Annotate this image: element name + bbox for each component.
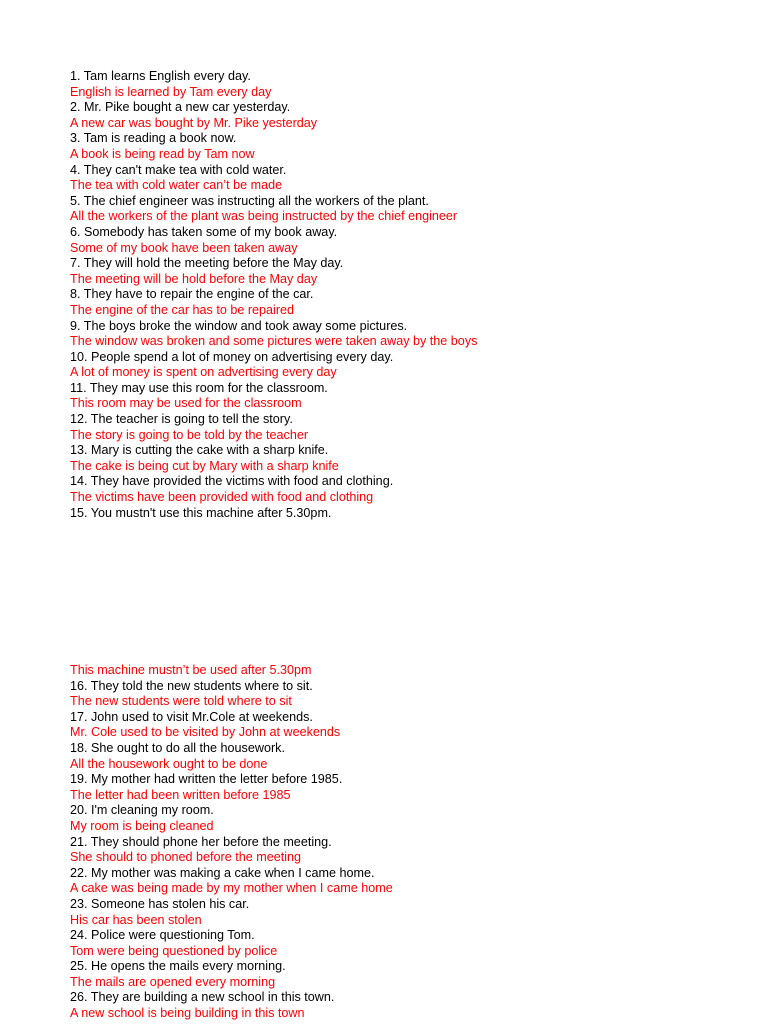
question-sentence: 2. Mr. Pike bought a new car yesterday.: [70, 100, 291, 115]
question-sentence: 18. She ought to do all the housework.: [70, 740, 285, 755]
passive-answer: The meeting will be hold before the May day: [70, 271, 318, 286]
passive-answer: All the housework ought to be done: [70, 756, 268, 771]
passive-answer: A new car was bought by Mr. Pike yesterday: [70, 115, 318, 130]
question-sentence: 17. John used to visit Mr.Cole at weekends.: [70, 709, 313, 724]
question-sentence: 24. Police were questioning Tom.: [70, 928, 255, 943]
question-sentence: 8. They have to repair the engine of the car.: [70, 287, 314, 302]
question-sentence: 6. Somebody has taken some of my book away.: [70, 224, 338, 239]
passive-answer: English is learned by Tam every day: [70, 84, 272, 99]
passive-answer: The engine of the car has to be repaired: [70, 302, 295, 317]
passive-answer: She should to phoned before the meeting: [70, 850, 302, 865]
question-sentence: 15. You mustn't use this machine after 5.30pm.: [70, 505, 332, 520]
passive-answer: The mails are opened every morning: [70, 974, 276, 989]
question-sentence: 9. The boys broke the window and took away some pictures.: [70, 318, 408, 333]
question-sentence: 12. The teacher is going to tell the story.: [70, 412, 293, 427]
passive-answer: This machine mustn’t be used after 5.30pm: [70, 663, 312, 677]
question-sentence: 13. Mary is cutting the cake with a sharp knife.: [70, 443, 329, 458]
exercise-block-page-2: [70, 663, 750, 1022]
passive-answer: Mr. Cole used to be visited by John at weekends: [70, 725, 341, 740]
question-sentence: 21. They should phone her before the meeting.: [70, 834, 332, 849]
passive-answer: All the workers of the plant was being instructed by the chief engineer: [70, 209, 458, 224]
question-sentence: 16. They told the new students where to sit.: [70, 678, 313, 693]
question-sentence: 26. They are building a new school in this town.: [70, 990, 335, 1005]
passive-answer: The letter had been written before 1985: [70, 787, 291, 802]
question-sentence: 19. My mother had written the letter before 1985.: [70, 772, 343, 787]
question-sentence: 11. They may use this room for the classroom.: [70, 380, 328, 395]
passive-answer: The window was broken and some pictures were taken away by the boys: [70, 334, 478, 349]
passive-answer: Tom were being questioned by police: [70, 943, 278, 958]
passive-answer: His car has been stolen: [70, 912, 202, 927]
question-sentence: 14. They have provided the victims with food and clothing.: [70, 474, 394, 489]
passive-answer: This room may be used for the classroom: [70, 396, 302, 411]
question-sentence: 20. I'm cleaning my room.: [70, 803, 214, 818]
passive-answer: The tea with cold water can’t be made: [70, 178, 283, 193]
passive-answer: A cake was being made by my mother when I came home: [70, 881, 393, 896]
passive-answer: The victims have been provided with food and clothing: [70, 490, 374, 505]
passive-answer: Some of my book have been taken away: [70, 240, 298, 255]
question-sentence: 1. Tam learns English every day.: [70, 69, 251, 83]
passive-answer: A lot of money is spent on advertising every day: [70, 365, 337, 380]
question-sentence: 10. People spend a lot of money on advertising every day.: [70, 349, 394, 364]
passive-answer: A new school is being building in this town: [70, 1006, 305, 1021]
question-sentence: 25. He opens the mails every morning.: [70, 959, 286, 974]
question-sentence: 3. Tam is reading a book now.: [70, 131, 237, 146]
question-sentence: 7. They will hold the meeting before the May day.: [70, 256, 344, 271]
exercise-block-page-1: [70, 69, 750, 521]
question-sentence: 4. They can't make tea with cold water.: [70, 162, 287, 177]
passive-answer: My room is being cleaned: [70, 818, 214, 833]
passive-answer: The story is going to be told by the teacher: [70, 427, 309, 442]
passive-answer: The new students were told where to sit: [70, 694, 292, 709]
passive-answer: A book is being read by Tam now: [70, 146, 255, 161]
question-sentence: 5. The chief engineer was instructing all the workers of the plant.: [70, 193, 429, 208]
question-sentence: 23. Someone has stolen his car.: [70, 896, 250, 911]
question-sentence: 22. My mother was making a cake when I came home.: [70, 865, 375, 880]
passive-answer: The cake is being cut by Mary with a sharp knife: [70, 458, 339, 473]
